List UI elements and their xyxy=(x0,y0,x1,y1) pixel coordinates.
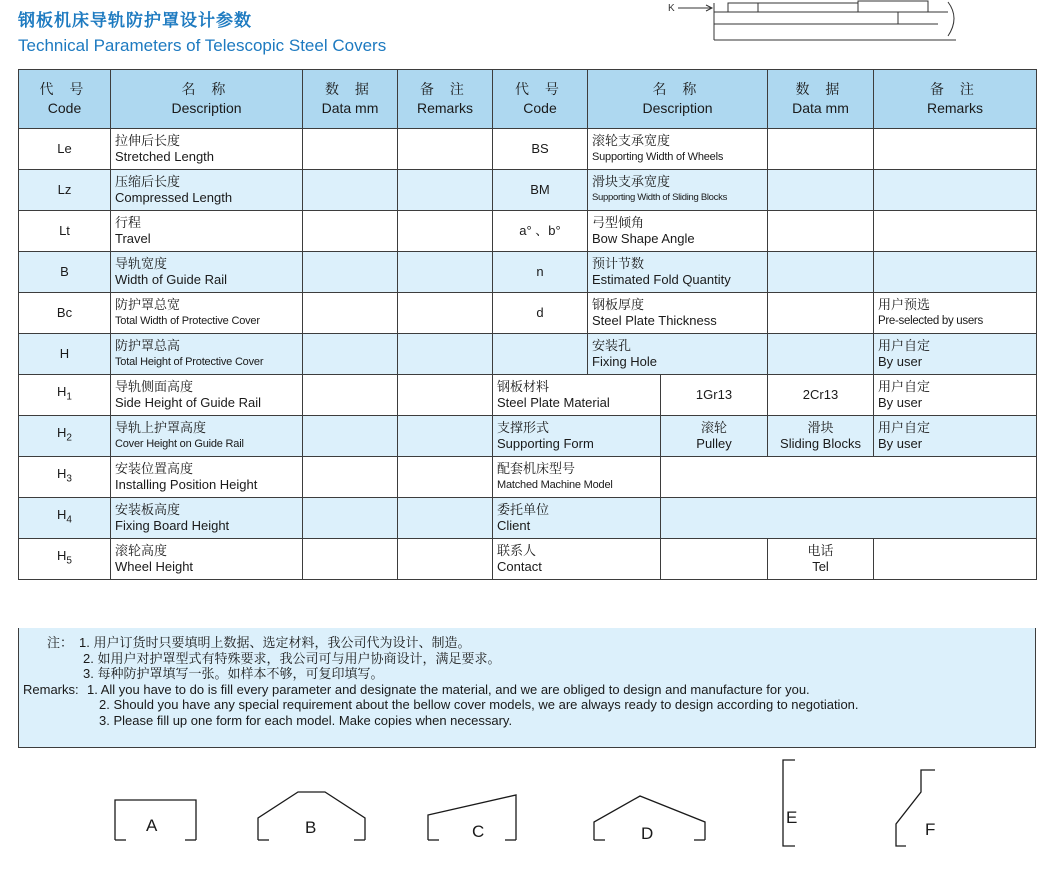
description-cell: 滑块支承宽度 Supporting Width of Sliding Blocks xyxy=(588,170,768,211)
drawing-label-k: K xyxy=(668,3,675,14)
code-cell: B xyxy=(19,252,111,293)
code-cell: a° 、b° xyxy=(493,211,588,252)
remarks-input-cell[interactable] xyxy=(398,170,493,211)
shape-label-e: E xyxy=(786,808,798,827)
contact-input-cell[interactable] xyxy=(661,539,768,580)
header-data: 数 据 Data mm xyxy=(303,70,398,129)
description-cell: 拉伸后长度 Stretched Length xyxy=(111,129,303,170)
shape-label-c: C xyxy=(472,822,485,841)
description-cell: 安装孔 Fixing Hole xyxy=(588,334,768,375)
data-input-cell[interactable] xyxy=(768,252,874,293)
data-input-cell[interactable] xyxy=(303,334,398,375)
remarks-input-cell[interactable] xyxy=(398,498,493,539)
data-input-cell[interactable] xyxy=(303,498,398,539)
shape-e-outline xyxy=(783,760,798,846)
data-input-cell[interactable] xyxy=(768,129,874,170)
client-input-cell[interactable] xyxy=(661,498,1037,539)
description-cell: 滚轮高度 Wheel Height xyxy=(111,539,303,580)
remarks-cell: 用户自定 By user xyxy=(874,334,1037,375)
remarks-input-cell[interactable] xyxy=(398,416,493,457)
table-row xyxy=(19,334,1037,375)
note-en-1: Remarks: 1. All you have to do is fill every parameter and designate the material, and we are obliged to design and manufacture for you. xyxy=(23,681,810,697)
note-cn-1: 注： 1. 用户订货时只要填明上数据、选定材料，我公司代为设计、制造。 xyxy=(47,635,471,650)
remarks-input-cell[interactable] xyxy=(398,252,493,293)
table-row xyxy=(19,211,1037,252)
code-cell: d xyxy=(493,293,588,334)
material-option-2cr13[interactable]: 2Cr13 xyxy=(768,375,874,416)
code-cell: $H_5$ xyxy=(19,539,111,580)
data-input-cell[interactable] xyxy=(303,416,398,457)
description-cell: 钢板厚度 Steel Plate Thickness xyxy=(588,293,768,334)
tel-label-cell: 电话 Tel xyxy=(768,539,874,580)
description-cell: 行程 Travel xyxy=(111,211,303,252)
material-label-cell: 钢板材料 Steel Plate Material xyxy=(493,375,661,416)
table-row xyxy=(19,170,1037,211)
tel-input-cell[interactable] xyxy=(874,539,1037,580)
remarks-input-cell[interactable] xyxy=(874,252,1037,293)
data-input-cell[interactable] xyxy=(768,293,874,334)
table-row xyxy=(19,498,1037,539)
remarks-input-cell[interactable] xyxy=(874,211,1037,252)
support-option-pulley[interactable]: 滚轮 Pulley xyxy=(661,416,768,457)
data-input-cell[interactable] xyxy=(768,170,874,211)
table-row xyxy=(19,252,1037,293)
header-code: 代 号 Code xyxy=(19,70,111,129)
description-cell: 防护罩总高 Total Height of Protective Cover xyxy=(111,334,303,375)
header-description-right: 名 称 Description xyxy=(588,70,768,129)
code-cell: Lz xyxy=(19,170,111,211)
data-input-cell[interactable] xyxy=(303,252,398,293)
remarks-input-cell[interactable] xyxy=(874,129,1037,170)
code-cell: $H_4$ xyxy=(19,498,111,539)
note-cn-3: 3. 每种防护罩填写一张。如样本不够，可复印填写。 xyxy=(83,666,384,682)
data-input-cell[interactable] xyxy=(303,457,398,498)
data-input-cell[interactable] xyxy=(303,129,398,170)
remarks-input-cell[interactable] xyxy=(398,129,493,170)
header-data-right: 数 据 Data mm xyxy=(768,70,874,129)
support-label-cell: 支撑形式 Supporting Form xyxy=(493,416,661,457)
header-description: 名 称 Description xyxy=(111,70,303,129)
code-cell: H xyxy=(19,334,111,375)
remarks-input-cell[interactable] xyxy=(398,293,493,334)
table-row xyxy=(19,129,1037,170)
description-cell: 压缩后长度 Compressed Length xyxy=(111,170,303,211)
note-cn-2: 2. 如用户对护罩型式有特殊要求，我公司可与用户协商设计，满足要求。 xyxy=(83,650,501,666)
cover-shape-diagrams xyxy=(0,750,1056,876)
code-cell: BS xyxy=(493,129,588,170)
remarks-cell: 用户预选 Pre-selected by users xyxy=(874,293,1037,334)
description-cell: 安装板高度 Fixing Board Height xyxy=(111,498,303,539)
shape-label-d: D xyxy=(641,824,654,843)
contact-label-cell: 联系人 Contact xyxy=(493,539,661,580)
data-input-cell[interactable] xyxy=(303,539,398,580)
table-row xyxy=(19,375,1037,416)
code-cell: $H_1$ xyxy=(19,375,111,416)
description-cell: 安装位置高度 Installing Position Height xyxy=(111,457,303,498)
note-en-3: 3. Please fill up one form for each model. Make copies when necessary. xyxy=(99,712,513,728)
remarks-input-cell[interactable] xyxy=(398,211,493,252)
data-input-cell[interactable] xyxy=(768,211,874,252)
parameters-table xyxy=(18,69,1037,580)
page-title-en: Technical Parameters of Telescopic Steel Covers xyxy=(18,36,387,55)
cover-cross-section-drawing xyxy=(648,0,968,44)
header-remarks-right: 备 注 Remarks xyxy=(874,70,1037,129)
empty-code-cell xyxy=(493,334,588,375)
description-cell: 滚轮支承宽度 Supporting Width of Wheels xyxy=(588,129,768,170)
description-cell: 导轨侧面高度 Side Height of Guide Rail xyxy=(111,375,303,416)
code-cell: $H_2$ xyxy=(19,416,111,457)
notes-box xyxy=(18,628,1036,748)
client-label-cell: 委托单位 Client xyxy=(493,498,661,539)
description-cell: 弓型倾角 Bow Shape Angle xyxy=(588,211,768,252)
description-cell: 预计节数 Estimated Fold Quantity xyxy=(588,252,768,293)
machine-model-input-cell[interactable] xyxy=(661,457,1037,498)
table-row xyxy=(19,457,1037,498)
page-title-cn: 钢板机床导轨防护罩设计参数 xyxy=(18,11,252,30)
machine-label-cell: 配套机床型号 Matched Machine Model xyxy=(493,457,661,498)
code-cell: BM xyxy=(493,170,588,211)
data-input-cell[interactable] xyxy=(768,334,874,375)
table-row xyxy=(19,293,1037,334)
description-cell: 导轨宽度 Width of Guide Rail xyxy=(111,252,303,293)
material-option-1gr13[interactable]: 1Gr13 xyxy=(661,375,768,416)
note-en-2: 2. Should you have any special requirement about the bellow cover models, we are always ready to design according to negotiation. xyxy=(99,697,859,713)
shape-label-b: B xyxy=(305,818,317,837)
remarks-input-cell[interactable] xyxy=(398,334,493,375)
remarks-input-cell[interactable] xyxy=(874,170,1037,211)
code-cell: Bc xyxy=(19,293,111,334)
description-cell: 防护罩总宽 Total Width of Protective Cover xyxy=(111,293,303,334)
remarks-input-cell[interactable] xyxy=(398,375,493,416)
code-cell: Le xyxy=(19,129,111,170)
header-remarks: 备 注 Remarks xyxy=(398,70,493,129)
table-header-row xyxy=(19,70,1037,129)
shape-label-f: F xyxy=(925,820,936,839)
remarks-input-cell[interactable] xyxy=(398,539,493,580)
table-row xyxy=(19,539,1037,580)
remarks-cell: 用户自定 By user xyxy=(874,416,1037,457)
code-cell: Lt xyxy=(19,211,111,252)
header-code-right: 代 号 Code xyxy=(493,70,588,129)
remarks-cell: 用户自定 By user xyxy=(874,375,1037,416)
data-input-cell[interactable] xyxy=(303,211,398,252)
shape-label-a: A xyxy=(146,816,158,835)
description-cell: 导轨上护罩高度 Cover Height on Guide Rail xyxy=(111,416,303,457)
data-input-cell[interactable] xyxy=(303,170,398,211)
data-input-cell[interactable] xyxy=(303,293,398,334)
data-input-cell[interactable] xyxy=(303,375,398,416)
remarks-input-cell[interactable] xyxy=(398,457,493,498)
code-cell: n xyxy=(493,252,588,293)
code-cell: $H_3$ xyxy=(19,457,111,498)
support-option-sliding-blocks[interactable]: 滑块 Sliding Blocks xyxy=(768,416,874,457)
table-row xyxy=(19,416,1037,457)
